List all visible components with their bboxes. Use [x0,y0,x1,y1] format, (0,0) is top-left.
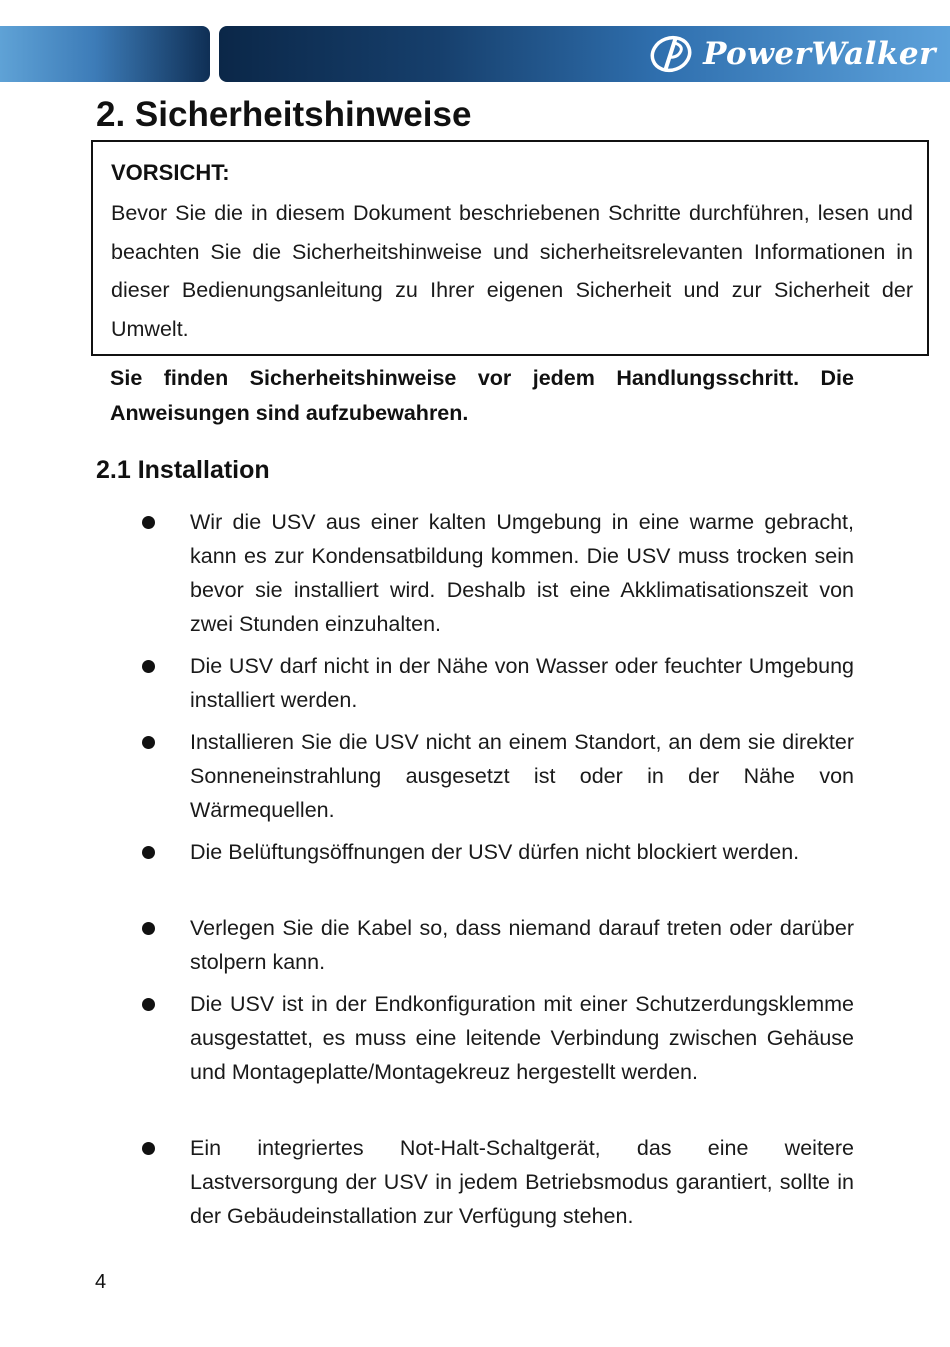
safety-note: Sie finden Sicherheitshinweise vor jedem Handlungsschritt. Die Anweisungen sind aufzubewahren. [110,366,854,425]
list-item-text: Die Belüftungsöffnungen der USV dürfen nicht blockiert werden. [190,840,800,864]
header-band-right [219,26,950,82]
bullet-icon [142,922,155,935]
bullet-icon [142,846,155,859]
bullet-icon [142,516,155,529]
header-band-left [0,26,210,82]
bullet-icon [142,660,155,673]
brand-logo-text: PowerWalker [703,36,936,72]
list-item-text: Verlegen Sie die Kabel so, dass niemand darauf treten oder darüber stolpern kann. [190,916,854,974]
list-item-text: Die USV ist in der Endkonfiguration mit einer Schutzerdungsklemme ausgestattet, es muss eine leitende Verbindung zwischen Gehäuse und Montageplatte/Montagekreuz hergestellt werden. [190,992,854,1084]
caution-heading: VORSICHT: [111,160,230,185]
bullet-icon [142,998,155,1011]
bullet-icon [142,1142,155,1155]
caution-box [91,140,929,356]
caution-text: Bevor Sie die in diesem Dokument beschriebenen Schritte durchführen, lesen und beachten Sie die Sicherheitshinweise und sicherheitsrelevanten Informationen in dieser Bedienungsanleitung zu Ihrer eigenen Sicherheit und zur Sicherheit der Umwelt. [111,201,913,341]
power-walker-logo-icon [649,34,697,74]
header-band [0,26,950,82]
list-item-text: Wir die USV aus einer kalten Umgebung in eine warme gebracht, kann es zur Kondensatbildung kommen. Die USV muss trocken sein bevor sie installiert wird. Deshalb ist eine Akklimatisationszeit von zwei Stunden einzuhalten. [190,510,854,636]
bullet-icon [142,736,155,749]
list-item-text: Installieren Sie die USV nicht an einem Standort, an dem sie direkter Sonneneinstrahlung ausgesetzt ist oder in der Nähe von Wärmequellen. [190,730,854,822]
list-item-text: Ein integriertes Not-Halt-Schaltgerät, das eine weitere Lastversorgung der USV in jedem Betriebsmodus garantiert, sollte in der Gebäudeinstallation zur Verfügung stehen. [190,1136,854,1228]
section-title: 2.1 Installation [96,456,270,484]
list-item-text: Die USV darf nicht in der Nähe von Wasser oder feuchter Umgebung installiert werden. [190,654,854,712]
page-number: 4 [95,1271,107,1293]
page-title: 2. Sicherheitshinweise [96,95,472,134]
brand-logo [649,34,936,74]
